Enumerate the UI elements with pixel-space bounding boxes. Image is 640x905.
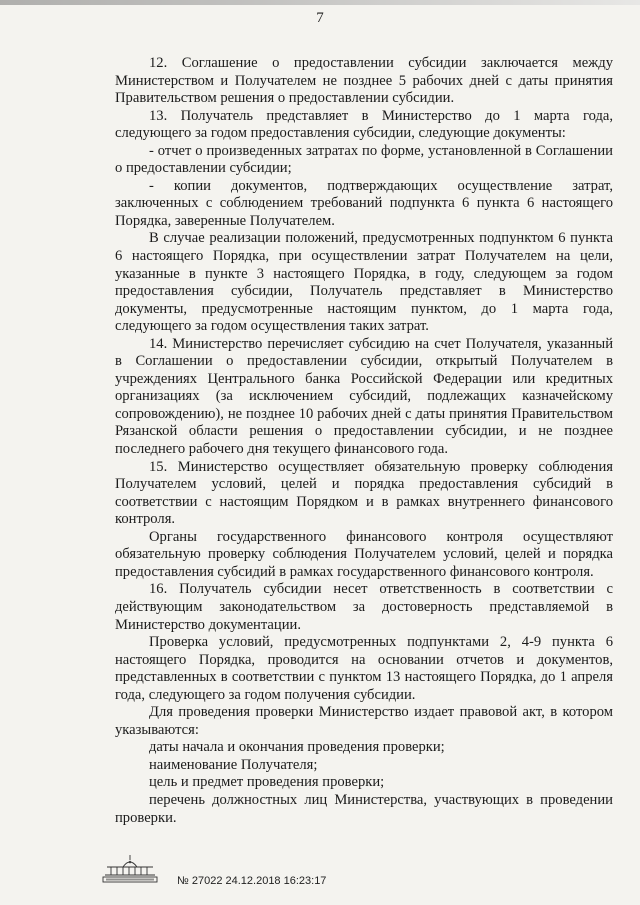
paragraph-16-act: Для проведения проверки Министерство издает правовой акт, в котором указываются:: [115, 704, 613, 738]
page-footer: [97, 853, 397, 893]
paragraph-13-item-copies: - копии документов, подтверждающих осуществление затрат, заключенных с соблюдением требований подпункта 6 пункта 6 настоящего Порядка, заверенные Получателем.: [115, 177, 613, 229]
registration-stamp: № 27022 24.12.2018 16:23:17: [177, 875, 327, 887]
government-emblem-icon: [97, 853, 163, 885]
paragraph-16-check: Проверка условий, предусмотренных подпунктами 2, 4-9 пункта 6 настоящего Порядка, проводится на основании отчетов и документов, представленных в соответствии с пунктом 13 настоящего Порядка, до 1 апреля года, следующего за годом получения субсидии.: [115, 634, 613, 703]
paragraph-13-item-report: - отчет о произведенных затратах по форме, установленной в Соглашении о предоставлении субсидии;: [115, 142, 613, 177]
page-number: 7: [316, 10, 324, 26]
act-item-officials: перечень должностных лиц Министерства, участвующих в проведении проверки.: [115, 791, 613, 826]
act-item-dates: даты начала и окончания проведения проверки;: [149, 739, 445, 756]
paragraph-16: 16. Получатель субсидии несет ответственность в соответствии с действующим законодательством за достоверность представляемой в Министерство документации.: [115, 581, 613, 633]
paragraph-13-case: В случае реализации положений, предусмотренных подпунктом 6 пункта 6 настоящего Порядка, при осуществлении затрат Получателем на цели, указанные в пункте 3 настоящего Порядка, в году, следующем за годом предоставления субсидии, Получатель представляет в Министерство документы, предусмотренные настоящим пунктом, до 1 марта года, следующего за годом осуществления таких затрат.: [115, 230, 613, 335]
paragraph-12: 12. Соглашение о предоставлении субсидии заключается между Министерством и Получателем не позднее 5 рабочих дней с даты принятия Правительством решения о предоставлении субсидии.: [115, 55, 613, 107]
paragraph-15-control: Органы государственного финансового контроля осуществляют обязательную проверку соблюдения Получателем условий, целей и порядка предоставления субсидий в рамках государственного финансового контроля.: [115, 528, 613, 580]
paragraph-14: 14. Министерство перечисляет субсидию на счет Получателя, указанный в Соглашении о предоставлении субсидии, открытый Получателем в учреждениях Центрального банка Российской Федерации или кредитных организациях (за исключением субсидий, подлежащих казначейскому сопровождению), не позднее 10 рабочих дней с даты принятия Правительством Рязанской области решения о предоставлении субсидии, и не позднее последнего рабочего дня текущего финансового года.: [115, 335, 613, 458]
document-body: [115, 55, 613, 827]
act-item-recipient: наименование Получателя;: [149, 756, 318, 773]
scan-top-edge: [0, 0, 640, 5]
paragraph-13: 13. Получатель представляет в Министерство до 1 марта года, следующего за годом предоставления субсидии, следующие документы:: [115, 107, 613, 142]
paragraph-15: 15. Министерство осуществляет обязательную проверку соблюдения Получателем условий, целей и порядка предоставления субсидий в соответствии с настоящим Порядком и в рамках внутреннего финансового контроля.: [115, 458, 613, 528]
act-item-goal: цель и предмет проведения проверки;: [149, 774, 385, 791]
